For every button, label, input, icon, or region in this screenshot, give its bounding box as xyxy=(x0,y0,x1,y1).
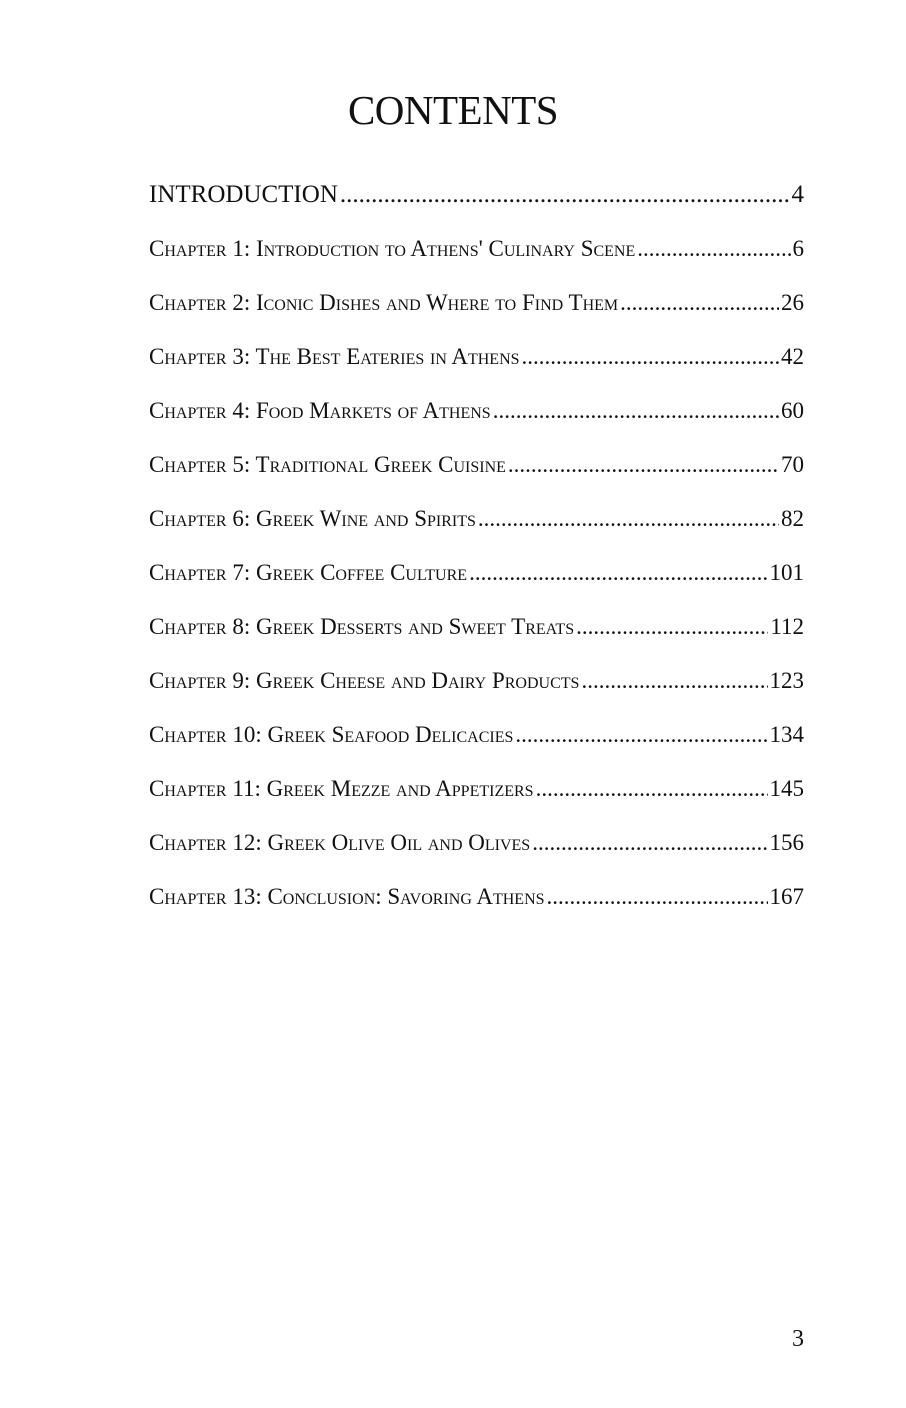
toc-dot-leader xyxy=(522,338,779,376)
toc-dot-leader xyxy=(536,770,768,808)
toc-entry-chapter-11[interactable] xyxy=(149,770,804,824)
toc-dot-leader xyxy=(532,824,767,862)
toc-entry-page: 70 xyxy=(781,452,804,477)
toc-entry-chapter-6[interactable] xyxy=(149,500,804,554)
toc-entry-label: Chapter 11: Greek Mezze and Appetizers xyxy=(149,776,534,801)
toc-dot-leader xyxy=(576,608,768,646)
contents-title: CONTENTS xyxy=(347,87,559,133)
toc-entry-label: Chapter 5: Traditional Greek Cuisine xyxy=(149,452,506,477)
toc-entry-chapter-12[interactable] xyxy=(149,824,804,878)
toc-entry-chapter-4[interactable] xyxy=(149,392,804,446)
toc-entry-label: Chapter 12: Greek Olive Oil and Olives xyxy=(149,830,531,855)
toc-entry-label: Chapter 2: Iconic Dishes and Where to Find Them xyxy=(149,290,619,315)
toc-entry-label: Chapter 4: Food Markets of Athens xyxy=(149,398,491,423)
toc-entry-page: 60 xyxy=(781,398,804,423)
toc-entry-introduction[interactable] xyxy=(149,176,804,230)
page-number: 3 xyxy=(792,1326,804,1352)
toc-dot-leader xyxy=(515,716,767,754)
toc-entry-page: 123 xyxy=(769,668,804,693)
toc-entry-page: 4 xyxy=(791,181,804,208)
toc-entry-label: Chapter 1: Introduction to Athens' Culinary Scene xyxy=(149,236,636,261)
toc-entry-label: INTRODUCTION xyxy=(149,181,338,208)
toc-dot-leader xyxy=(340,176,790,214)
toc-entry-page: 6 xyxy=(792,236,804,261)
toc-entry-chapter-1[interactable] xyxy=(149,230,804,284)
toc-entry-label: Chapter 13: Conclusion: Savoring Athens xyxy=(149,884,545,909)
toc-entry-page: 145 xyxy=(769,776,804,801)
toc-dot-leader xyxy=(493,392,779,430)
toc-entry-label: Chapter 6: Greek Wine and Spirits xyxy=(149,506,476,531)
toc-entry-page: 134 xyxy=(769,722,804,747)
toc-entry-page: 167 xyxy=(769,884,804,909)
toc-dot-leader xyxy=(508,446,779,484)
toc-entry-chapter-9[interactable] xyxy=(149,662,804,716)
toc-entry-chapter-2[interactable] xyxy=(149,284,804,338)
toc-entry-label: Chapter 7: Greek Coffee Culture xyxy=(149,560,468,585)
toc-entry-chapter-8[interactable] xyxy=(149,608,804,662)
toc-entry-label: Chapter 9: Greek Cheese and Dairy Products xyxy=(149,668,580,693)
toc-entry-page: 101 xyxy=(769,560,804,585)
toc-entry-page: 112 xyxy=(770,614,804,639)
toc-dot-leader xyxy=(637,230,790,268)
toc-entry-page: 156 xyxy=(769,830,804,855)
toc-dot-leader xyxy=(620,284,779,322)
toc-entry-page: 26 xyxy=(781,290,804,315)
toc-dot-leader xyxy=(469,554,767,592)
toc-entry-label: Chapter 3: The Best Eateries in Athens xyxy=(149,344,520,369)
toc-entry-label: Chapter 10: Greek Seafood Delicacies xyxy=(149,722,514,747)
toc-dot-leader xyxy=(478,500,779,538)
toc-entry-chapter-13[interactable] xyxy=(149,878,804,932)
toc-entry-chapter-3[interactable] xyxy=(149,338,804,392)
toc-entry-chapter-5[interactable] xyxy=(149,446,804,500)
toc-entry-chapter-10[interactable] xyxy=(149,716,804,770)
toc-entry-page: 82 xyxy=(781,506,804,531)
toc-entry-label: Chapter 8: Greek Desserts and Sweet Treats xyxy=(149,614,575,639)
toc-dot-leader xyxy=(547,878,768,916)
toc-entry-page: 42 xyxy=(781,344,804,369)
table-of-contents xyxy=(149,176,804,932)
toc-entry-chapter-7[interactable] xyxy=(149,554,804,608)
toc-dot-leader xyxy=(581,662,767,700)
